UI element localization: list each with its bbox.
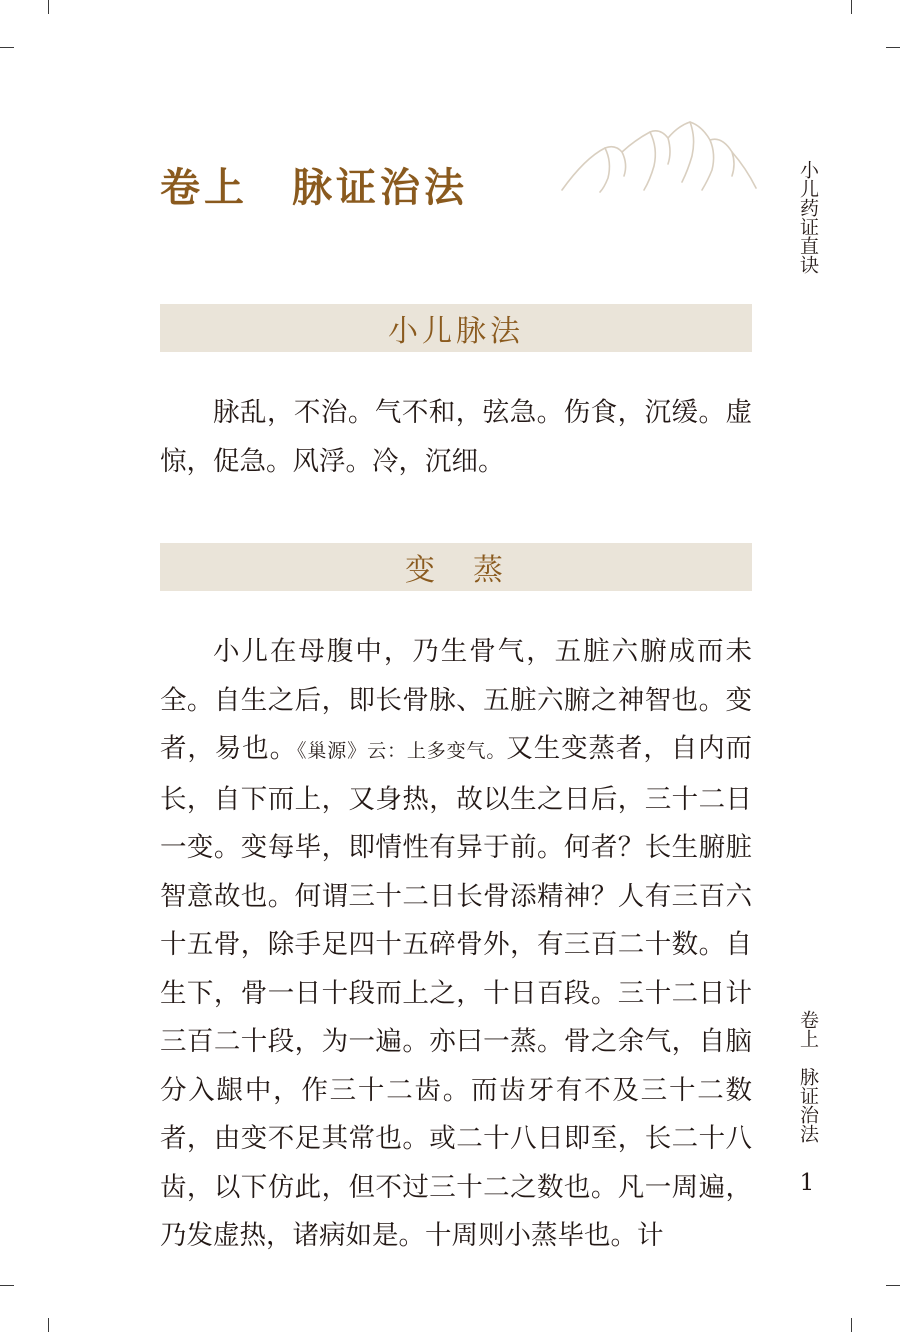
section-heading-bar — [160, 304, 752, 352]
crop-mark — [886, 47, 900, 48]
mountain-decoration-icon — [560, 118, 760, 198]
running-head-book-title: 小儿药证直诀 — [797, 160, 819, 274]
crop-mark — [851, 1318, 852, 1332]
paragraph-text: 小儿在母腹中，乃生骨气，五脏六腑成而未全。自生之后，即长骨脉、五脏六腑之神智也。变者，易也。 — [160, 636, 752, 764]
section-heading-bar — [160, 543, 752, 591]
body-paragraph — [160, 389, 752, 486]
section-heading: 小儿脉法 — [388, 314, 524, 349]
crop-mark — [48, 1318, 49, 1332]
crop-mark — [0, 47, 14, 48]
body-paragraph — [160, 628, 752, 1261]
section-heading: 变 蒸 — [405, 553, 507, 588]
crop-mark — [851, 0, 852, 14]
crop-mark — [886, 1285, 900, 1286]
running-head-chapter: 卷上 脉证治法 — [797, 1010, 819, 1143]
paragraph-text: 又生变蒸者，自内而长，自下而上，又身热，故以生之日后，三十二日一变。变每毕，即情性有异于前。何者？长生腑脏智意故也。何谓三十二日长骨添精神？人有三百六十五骨，除手足四十五碎骨外，有三百二十数。自生下，骨一日十段而上之，十日百段。三十二日计三百二十段，为一遍。亦曰一蒸。骨之余气，自脑分入龈中，作三十二齿。而齿牙有不及三十二数者，由变不足其常也。或二十八日即至，长二十八齿，以下仿此，但不过三十二之数也。凡一周遍，乃发虚热，诸病如是。十周则小蒸毕也。计 — [160, 733, 753, 1251]
chapter-title: 卷上 脉证治法 — [160, 164, 468, 211]
paragraph-text: 脉乱，不治。气不和，弦急。伤食，沉缓。虚惊，促急。风浮。冷，沉细。 — [160, 397, 752, 477]
crop-mark — [48, 0, 49, 14]
page-number: 1 — [799, 1170, 815, 1196]
annotation-note: 《巢源》云：上多变气。 — [296, 740, 507, 762]
crop-mark — [0, 1285, 14, 1286]
